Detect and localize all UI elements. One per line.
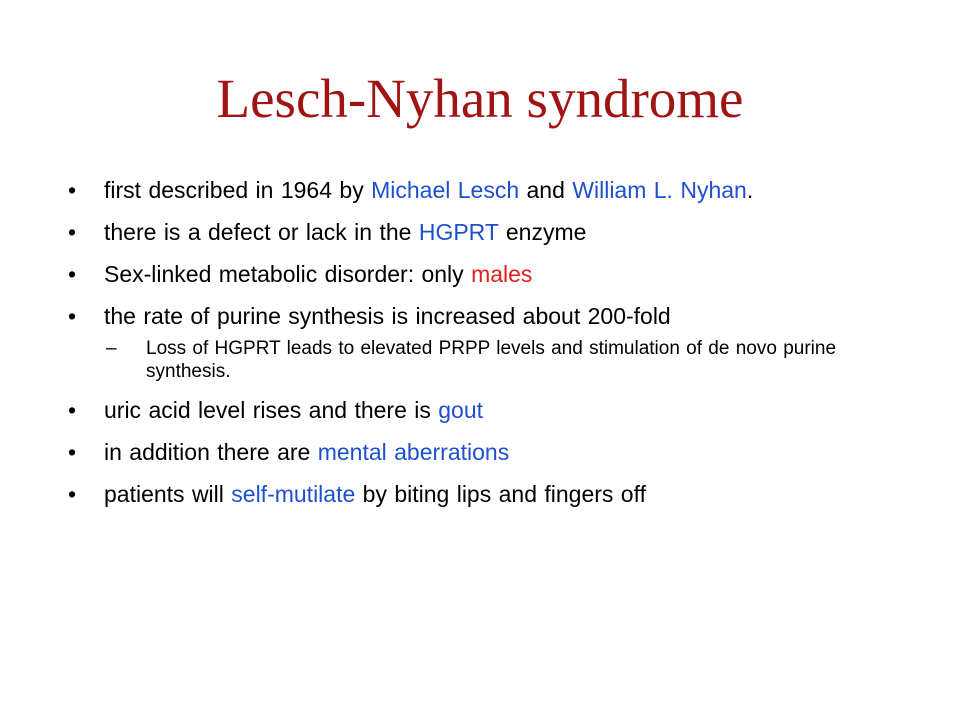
bullet-text: there is a defect or lack in the: [104, 219, 419, 245]
highlight-gout: gout: [438, 397, 484, 423]
sub-bullet-item-prpp: [104, 337, 922, 383]
bullet-icon: •: [67, 439, 77, 465]
bullet-text: by biting lips and fingers off: [355, 481, 646, 507]
bullet-text: patients will: [104, 481, 232, 507]
bullet-text: in addition there are: [104, 439, 318, 465]
bullet-text: first described in 1964 by: [104, 177, 372, 203]
bullet-item-purine-rate: [62, 302, 922, 383]
bullet-item-sex-linked: [62, 260, 922, 289]
highlight-hgprt: HGPRT: [418, 219, 499, 245]
highlight-males: males: [471, 261, 533, 287]
bullet-icon: •: [67, 303, 77, 329]
bullet-text: .: [746, 177, 754, 203]
sub-bullet-list: [104, 337, 922, 383]
highlight-self-mutilate: self-mutilate: [231, 481, 356, 507]
bullet-item-self-mutilate: [62, 480, 922, 509]
bullet-item-hgprt-defect: [62, 218, 922, 247]
bullet-text: enzyme: [498, 219, 587, 245]
sub-bullet-text: Loss of HGPRT leads to elevated PRPP levels and stimulation of de novo purine synthesis.: [146, 338, 837, 382]
highlight-lesch: Michael Lesch: [371, 177, 520, 203]
bullet-icon: •: [67, 261, 77, 287]
bullet-text: Sex-linked metabolic disorder: only: [104, 261, 472, 287]
slide-title: Lesch-Nyhan syndrome: [216, 68, 744, 129]
bullet-item-uric-acid: [62, 396, 922, 425]
bullet-icon: •: [67, 177, 77, 203]
dash-icon: –: [106, 338, 117, 359]
bullet-text: the rate of purine synthesis is increased about 200-fold: [104, 303, 671, 329]
bullet-text: and: [519, 177, 573, 203]
bullet-text: uric acid level rises and there is: [104, 397, 439, 423]
bullet-icon: •: [67, 481, 77, 507]
highlight-nyhan: William L. Nyhan: [572, 177, 747, 203]
bullet-icon: •: [67, 397, 77, 423]
bullet-icon: •: [67, 219, 77, 245]
bullet-item-discovery: [62, 176, 922, 205]
bullet-item-mental: [62, 438, 922, 467]
highlight-mental-aberrations: mental aberrations: [317, 439, 510, 465]
bullet-list: [62, 176, 922, 522]
